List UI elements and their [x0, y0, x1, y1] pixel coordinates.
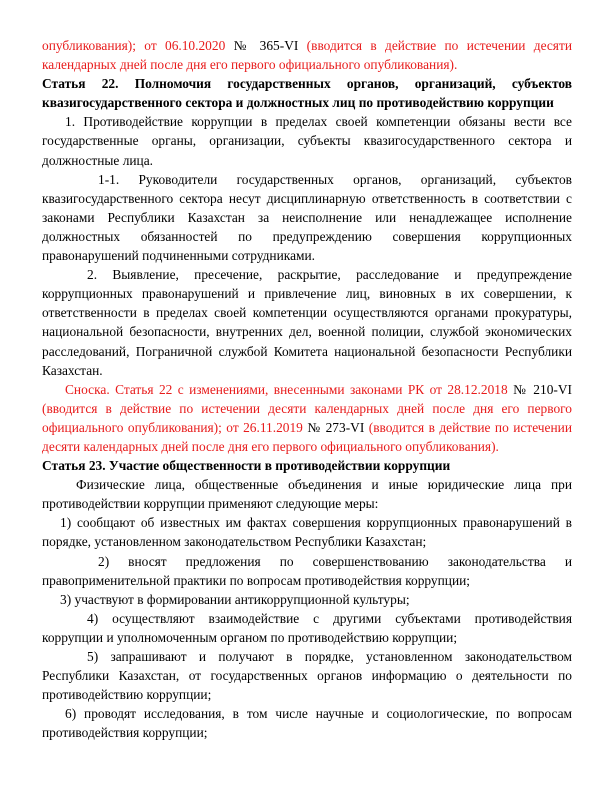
note-text: опубликования); от 06.10.2020 — [42, 38, 234, 53]
note-text: (вводится в действие по истечении десяти календарных дней после дня его первого официального опубликования). — [42, 419, 572, 454]
list-item: 3) участвуют в формировании антикоррупционной культуры; — [60, 591, 410, 607]
amendment-note-top — [42, 36, 572, 74]
list-item: 4) осуществляют взаимодействие с другими субъектами противодействия коррупции и уполномоченным органом по противодействию коррупции; — [42, 610, 572, 645]
note-text: Сноска. Статья 22 с изменениями, внесенными законами РК от 28.12.2018 — [65, 381, 514, 397]
article-22-paragraph-2: 2. Выявление, пресечение, раскрытие, расследование и предупреждение коррупционных правонарушений и привлечение лиц, виновных в их совершении, к ответственности в пределах своей компетенции осуществляются органами прокуратуры, национальной безопасности, внутренних дел, военной полиции, службой экономических расследований, Пограничной службой Комитета национальной безопасности Республики Казахстан. — [42, 267, 572, 378]
document-page — [42, 36, 572, 742]
article-22-title: Статья 22. Полномочия государственных органов, организаций, субъектов квазигосударственного сектора и должностных лиц по противодействию коррупции — [42, 76, 572, 111]
law-link[interactable]: № 365-VI — [233, 38, 299, 53]
article-22-amendment-note — [42, 380, 572, 456]
article-23-intro: Физические лица, общественные объединения и иные юридические лица при противодействии коррупции применяют следующие меры: — [42, 477, 572, 512]
list-item: 2) вносят предложения по совершенствованию законодательства и правоприменительной практики по вопросам противодействия коррупции; — [42, 553, 572, 588]
list-item: 5) запрашивают и получают в порядке, установленном законодательством Республики Казахстан, от государственных органов информацию о деятельности по противодействию коррупции; — [42, 649, 572, 703]
list-item: 1) сообщают об известных им фактах совершения коррупционных правонарушений в порядке, установленном законодательством Республики Казахстан; — [42, 515, 572, 550]
note-text: (вводится в действие по истечении десяти календарных дней после дня его первого официального опубликования). — [42, 38, 572, 73]
article-22-paragraph-1-1: 1-1. Руководители государственных органов, организаций, субъектов квазигосударственного сектора несут дисциплинарную ответственность в соответствии с законами Республики Казахстан за неисполнение или ненадлежащее исполнение должностных обязанностей по предупреждению совершения коррупционных правонарушений подчиненными сотрудниками. — [42, 171, 572, 264]
law-link[interactable]: № 210-VI — [513, 381, 572, 397]
article-22-paragraph-1: 1. Противодействие коррупции в пределах своей компетенции обязаны вести все государственные органы, организации, субъекты квазигосударственного сектора и должностные лица. — [42, 114, 572, 168]
list-item: 6) проводят исследования, в том числе научные и социологические, по вопросам противодействия коррупции; — [42, 706, 572, 741]
note-text: (вводится в действие по истечении десяти календарных дней после дня его первого официального опубликования); от 26.11.2019 — [42, 400, 572, 435]
law-link[interactable]: № 273-VI — [307, 419, 365, 435]
article-23-title: Статья 23. Участие общественности в противодействии коррупции — [42, 458, 451, 474]
